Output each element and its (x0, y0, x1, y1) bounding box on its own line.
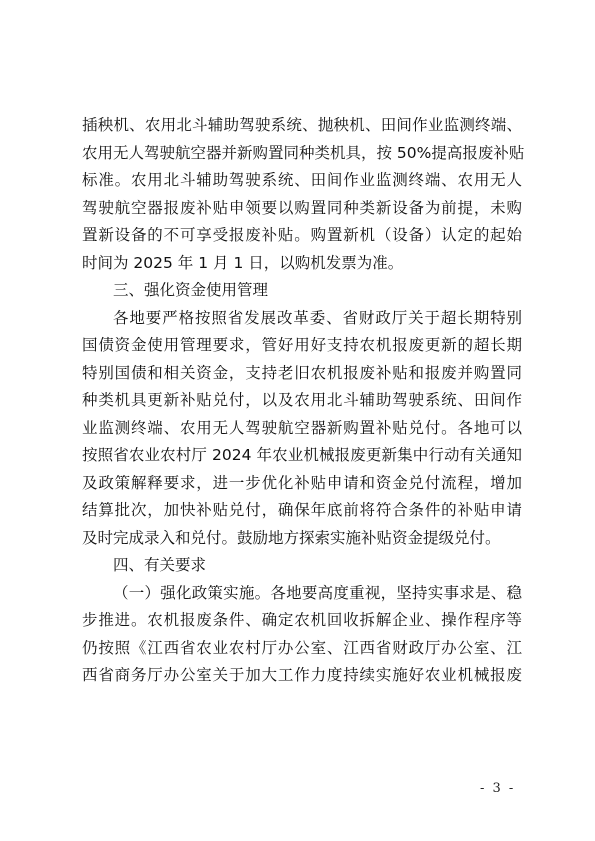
text-line: 时间为 2025 年 1 月 1 日，以购机发票为准。 (82, 253, 404, 272)
text-line: 种类机具更新补贴兑付，以及农用北斗辅助驾驶系统、田间作 (82, 391, 522, 409)
text-line: 及政策解释要求，进一步优化补贴申请和资金兑付流程，增加 (82, 473, 522, 492)
text-line: 西省商务厅办公室关于加大工作力度持续实施好农业机械报废 (82, 666, 522, 684)
text-line: 步推进。农机报废条件、确定农机回收拆解企业、操作程序等 (82, 611, 522, 629)
text-line: 三、强化资金使用管理 (113, 281, 269, 299)
page-number: - 3 - (480, 781, 516, 796)
text-line: 四、有关要求 (113, 556, 207, 574)
text-line: 业监测终端、农用无人驾驶航空器新购置补贴兑付。各地可以 (82, 418, 522, 437)
text-line: 标准。农用北斗辅助驾驶系统、田间作业监测终端、农用无人 (82, 171, 522, 189)
text-line: 驾驶航空器报废补贴申领要以购置同种类新设备为前提，未购 (82, 198, 522, 217)
text-line: 农用无人驾驶航空器并新购置同种类机具，按 50%提高报废补贴 (82, 143, 525, 162)
body-text (82, 112, 525, 690)
text-line: 仍按照《江西省农业农村厅办公室、江西省财政厅办公室、江 (82, 638, 522, 657)
text-line: 及时完成录入和兑付。鼓励地方探索实施补贴资金提级兑付。 (82, 528, 501, 547)
text-line: 各地要严格按照省发展改革委、省财政厅关于超长期特别 (113, 308, 522, 327)
text-line: 特别国债和相关资金，支持老旧农机报废补贴和报废并购置同 (82, 363, 522, 382)
text-line: 结算批次，加快补贴兑付，确保年底前将符合条件的补贴申请 (82, 501, 522, 519)
text-line: 按照省农业农村厅 2024 年农业机械报废更新集中行动有关通知 (82, 446, 522, 464)
text-line: 置新设备的不可享受报废补贴。购置新机（设备）认定的起始 (82, 226, 522, 244)
text-line: 插秧机、农用北斗辅助驾驶系统、抛秧机、田间作业监测终端、 (82, 116, 522, 134)
text-line: 国债资金使用管理要求，管好用好支持农机报废更新的超长期 (82, 336, 522, 354)
text-line: （一）强化政策实施。各地要高度重视，坚持实事求是、稳 (113, 583, 522, 602)
